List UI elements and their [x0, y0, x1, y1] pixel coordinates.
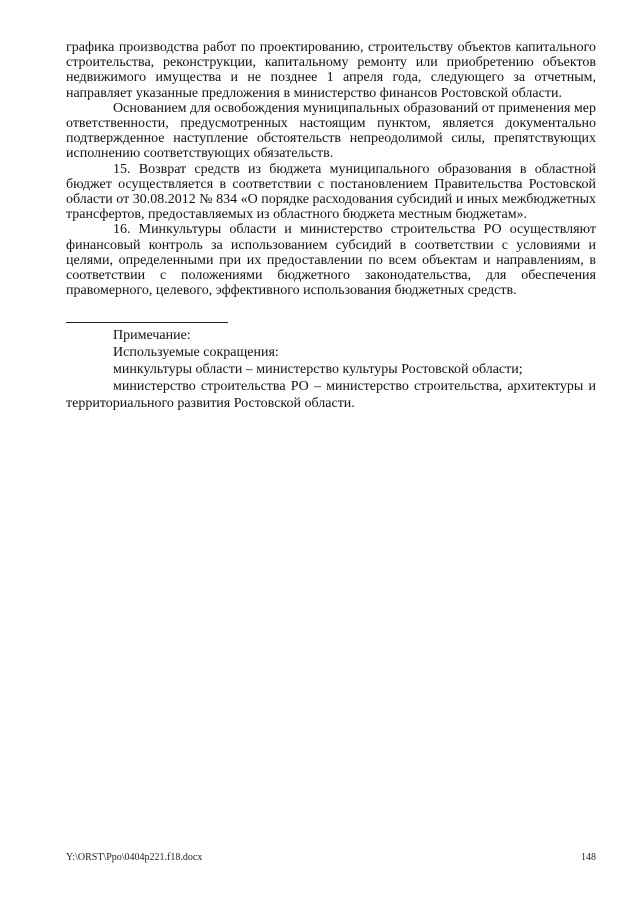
- note-abbreviation-1: минкультуры области – министерство культуры Ростовской области;: [113, 362, 523, 378]
- paragraph-16: 16. Минкультуры области и министерство строительства РО осуществляют финансовый контроль за использованием субсидий в соответствии с условиями и целями, определенными при их предоставлении по всем объектам и направлениям, в соответствии с положениями бюджетного законодательства, для обеспечения правомерного, целевого, эффективного использования бюджетных средств.: [66, 222, 596, 299]
- note-separator-line: [66, 322, 228, 323]
- note-subheading: Используемые сокращения:: [113, 345, 279, 361]
- note-block: [66, 327, 596, 412]
- paragraph-exemption: Основанием для освобождения муниципальных образований от применения мер ответственности, предусмотренных настоящим пунктом, является документально подтвержденное наступление обстоятельств непреодолимой силы, препятствующих исполнению соответствующих обязательств.: [66, 100, 596, 162]
- paragraph-15: 15. Возврат средств из бюджета муниципального образования в областной бюджет осуществляется в соответствии с постановлением Правительства Ростовской области от 30.08.2012 № 834 «О порядке расходования субсидий и иных межбюджетных трансфертов, предоставляемых из областного бюджета местным бюджетам».: [66, 161, 596, 223]
- note-abbreviation-2: министерство строительства РО – министерство строительства, архитектуры и территориального развития Ростовской области.: [66, 379, 596, 412]
- footer-file-path: Y:\ORST\Ppo\0404p221.f18.docx: [66, 852, 203, 863]
- paragraph-continuation: графика производства работ по проектированию, строительству объектов капитального строительства, реконструкции, капитальному ремонту или приобретению объектов недвижимого имущества и не позднее 1 апреля года, следующего за отчетным, направляет указанные предложения в министерство финансов Ростовской области.: [66, 40, 596, 101]
- document-page: [66, 40, 596, 412]
- page-footer: [66, 852, 596, 864]
- note-heading: Примечание:: [113, 328, 191, 344]
- footer-page-number: 148: [581, 852, 596, 863]
